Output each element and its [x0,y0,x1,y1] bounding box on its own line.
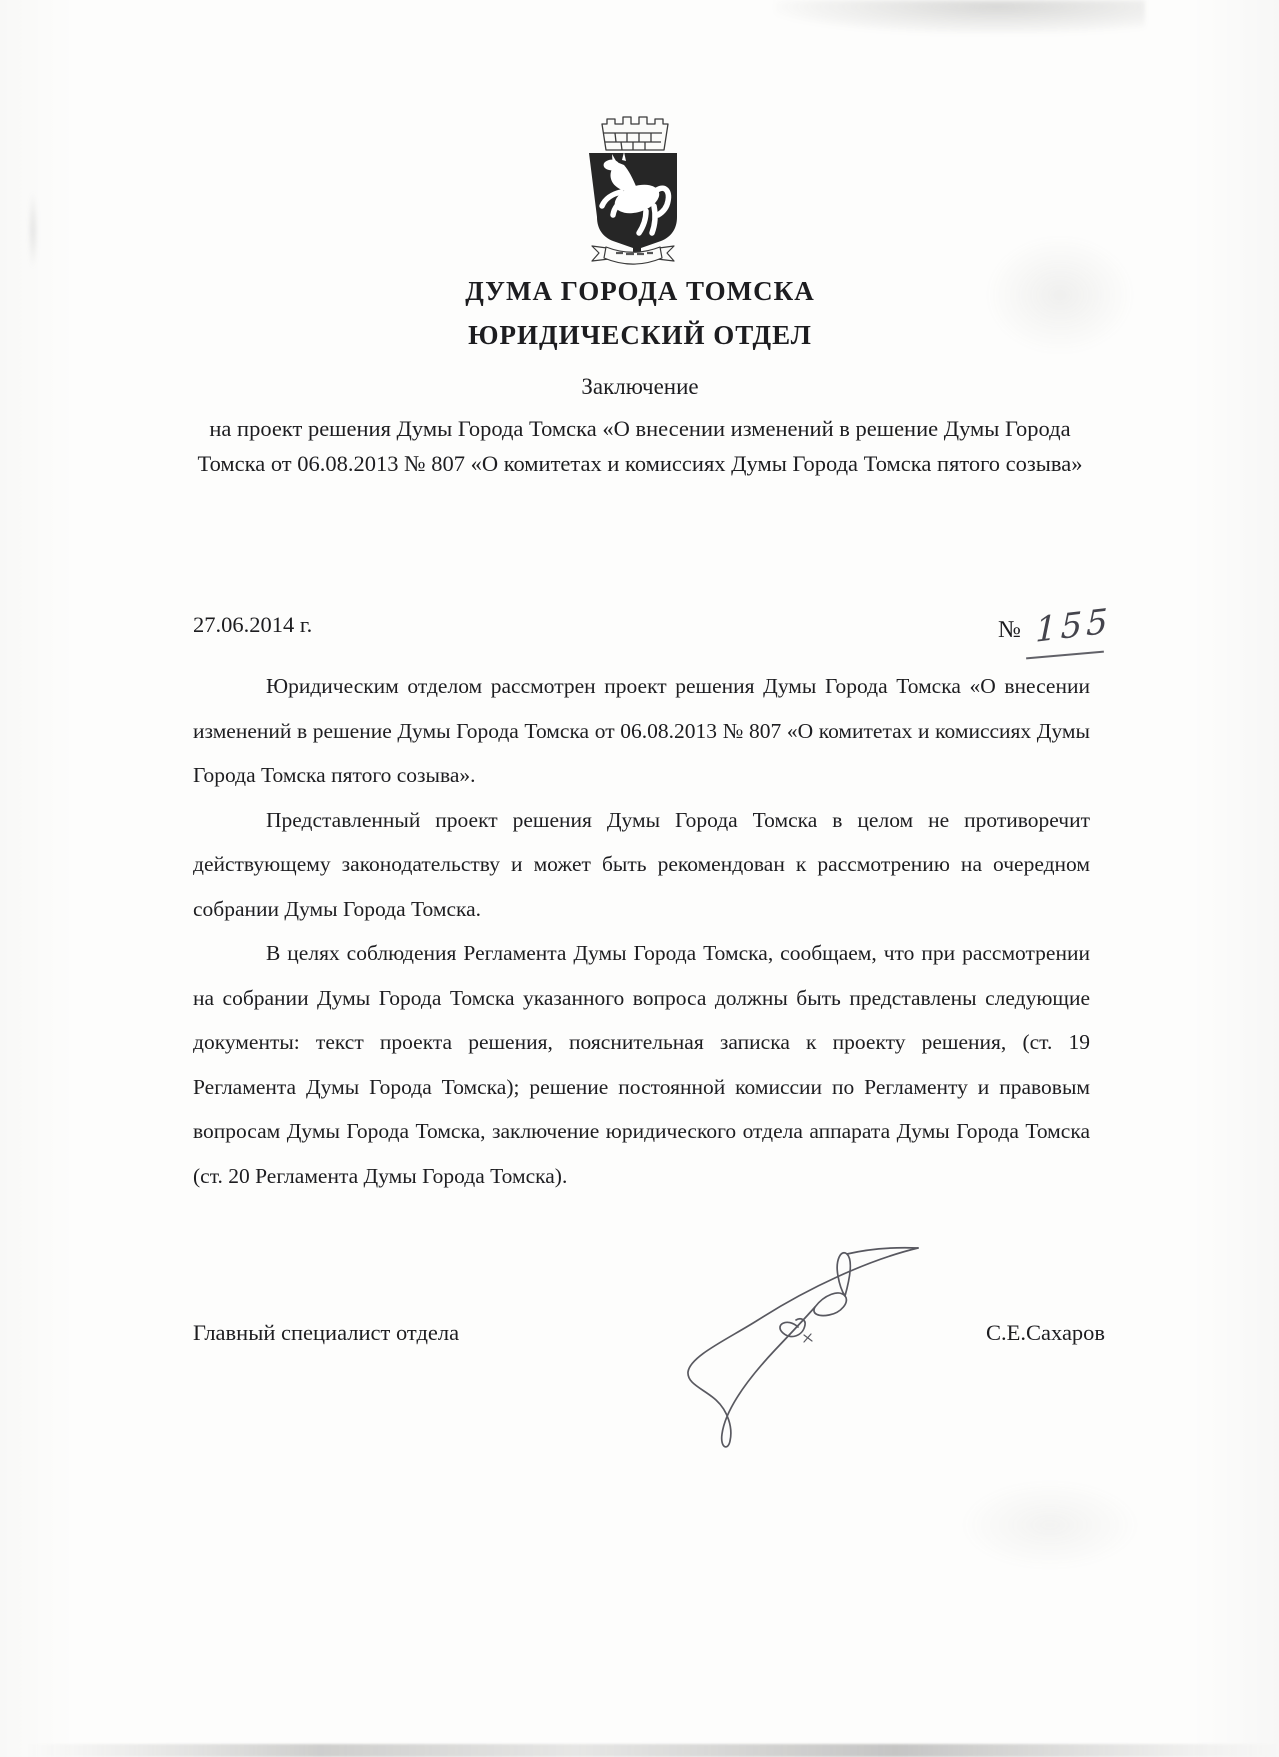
scan-artifact [0,1744,1279,1757]
scan-artifact [960,1480,1140,1570]
department-name: ЮРИДИЧЕСКИЙ ОТДЕЛ [468,320,812,350]
body-paragraph: Юридическим отделом рассмотрен проект решения Думы Города Томска «О внесении изменений в решение Думы Города Томска от 06.08.2013 № 807 «О комитетах и комиссиях Думы Города Томска пятого созыва». [193,674,1090,787]
signatory-name: С.Е.Сахаров [986,1320,1106,1345]
document-number-handwritten: 155 [1034,601,1112,651]
document-subject: на проект решения Думы Города Томска «О внесении изменений в решение Думы Города Томска от 06.08.2013 № 807 «О комитетах и комиссиях Думы Города Томска пятого созыва» [197,416,1083,476]
document-body [193,664,1090,1198]
mural-crown-icon [602,117,668,150]
number-underline-stroke [1026,651,1104,660]
document-date: 27.06.2014 г. [193,612,313,637]
scan-artifact [775,0,1145,34]
body-paragraph: В целях соблюдения Регламента Думы Города Томска, сообщаем, что при рассмотрении на собрании Думы Города Томска указанного вопроса должны быть представлены следующие документы: текст проекта решения, пояснительная записка к проекту решения, (ст. 19 Регламента Думы Города Томска); решение постоянной комиссии по Регламенту и правовым вопросам Думы Города Томска, заключение юридического отдела аппарата Думы Города Томска (ст. 20 Регламента Думы Города Томска). [193,941,1090,1188]
number-sign: № [998,617,1021,643]
signatory-role: Главный специалист отдела [193,1320,460,1345]
document-number [998,601,1112,651]
body-paragraph: Представленный проект решения Думы Города Томска в целом не противоречит действующему законодательству и может быть рекомендован к рассмотрению на очередном собрании Думы Города Томска. [193,807,1090,921]
org-name: ДУМА ГОРОДА ТОМСКА [465,276,815,306]
handwritten-signature [598,1232,928,1462]
document-title: Заключение [581,374,699,399]
scan-artifact [28,190,38,270]
